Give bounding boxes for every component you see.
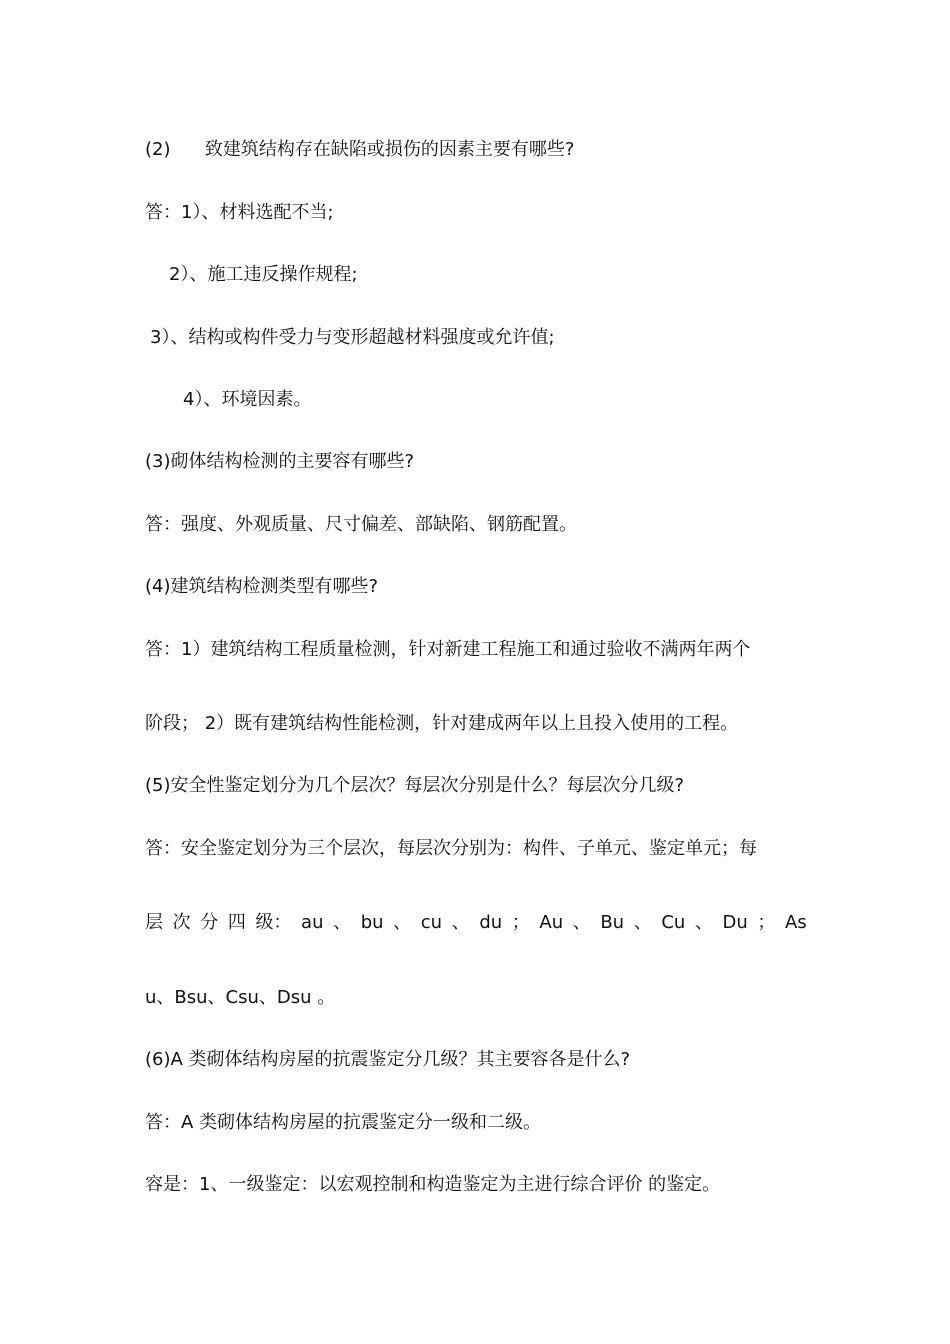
text-line-9: 答：1）建筑结构工程质量检测，针对新建工程施工和通过验收不满两年两个 [145, 639, 751, 660]
spread-token: 、 [694, 912, 713, 933]
text-line-1: (2) 致建筑结构存在缺陷或损伤的因素主要有哪些? [145, 139, 575, 160]
spread-token: Bu [600, 912, 625, 933]
spread-token: 级： [255, 912, 292, 933]
text-line-4: 3）、结构或构件受力与变形超越材料强度或允许值; [150, 327, 555, 348]
spread-token: 层 [145, 912, 163, 933]
spread-token: 次 [172, 912, 191, 933]
spread-token: Du [722, 912, 748, 933]
text-line-14: u、Bsu、Csu、Dsu 。 [145, 987, 336, 1008]
spread-token: Au [539, 912, 564, 933]
spread-token: cu [420, 912, 443, 933]
text-line-2: 答：1）、材料选配不当; [145, 202, 334, 223]
spread-line [145, 911, 807, 935]
spread-token: au [301, 912, 324, 933]
spread-token: du [479, 912, 503, 933]
text-line-7: 答：强度、外观质量、尺寸偏差、部缺陷、钢筋配置。 [145, 514, 577, 535]
spread-token: bu [360, 912, 384, 933]
spread-token: ； [511, 912, 530, 933]
spread-token: 、 [393, 912, 412, 933]
spread-token: Cu [661, 912, 686, 933]
spread-token: 分 [200, 912, 219, 933]
text-line-6: (3)砌体结构检测的主要容有哪些? [145, 451, 415, 472]
text-line-11: (5)安全性鉴定划分为几个层次？每层次分别是什么？每层次分几级? [145, 775, 685, 796]
text-line-3: 2）、施工违反操作规程; [169, 264, 358, 285]
spread-token: 、 [633, 912, 652, 933]
spread-token: As [785, 912, 807, 933]
text-line-15: (6)A 类砌体结构房屋的抗震鉴定分几级？其主要容各是什么? [145, 1049, 631, 1070]
spread-token: ； [757, 912, 776, 933]
text-line-10: 阶段； 2）既有建筑结构性能检测，针对建成两年以上且投入使用的工程。 [145, 713, 739, 734]
spread-token: 、 [333, 912, 352, 933]
spread-token: 、 [572, 912, 591, 933]
spread-token: 四 [227, 912, 246, 933]
spread-token: 、 [451, 912, 470, 933]
text-line-12: 答：安全鉴定划分为三个层次，每层次分别为：构件、子单元、鉴定单元；每 [145, 838, 757, 859]
text-line-8: (4)建筑结构检测类型有哪些? [145, 576, 379, 597]
text-line-17: 容是：1、一级鉴定：以宏观控制和构造鉴定为主进行综合评价 的鉴定。 [145, 1174, 721, 1195]
text-line-16: 答：A 类砌体结构房屋的抗震鉴定分一级和二级。 [145, 1112, 542, 1133]
text-line-5: 4）、环境因素。 [183, 389, 312, 410]
